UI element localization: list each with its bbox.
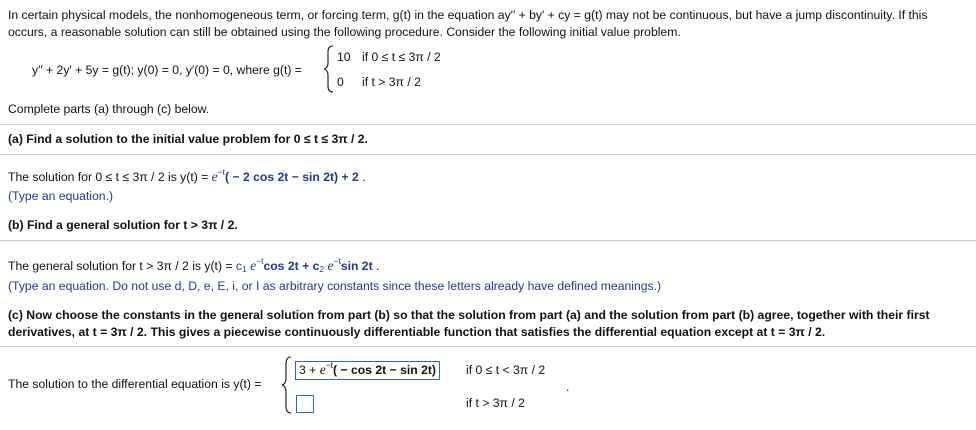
part-b-term2: sin 2t bbox=[340, 259, 373, 273]
part-a-answer bbox=[211, 167, 363, 184]
part-a-answer-body: ( − 2 cos 2t − sin 2t) + 2 bbox=[225, 170, 359, 184]
part-c-question: (c) Now choose the constants in the general solution from part (b) so that the solution from part (a) and the solution from part (b) agree, together with their first derivatives, at t = 3π / 2. This gives a piecewise continuously differentiable function that satisfies the differential equation except at t = 3π / 2. bbox=[8, 308, 930, 339]
part-c-answer1-exponent: −t bbox=[325, 360, 334, 370]
piecewise-brace-icon bbox=[323, 44, 335, 94]
part-a-answer-e: e bbox=[211, 169, 218, 184]
divider bbox=[0, 154, 976, 155]
part-a-question: (a) Find a solution to the initial value problem for 0 ≤ t ≤ 3π / 2. bbox=[8, 132, 368, 146]
part-c-answer1-e: e bbox=[319, 362, 326, 377]
divider bbox=[0, 240, 976, 241]
intro-text: In certain physical models, the nonhomogeneous term, or forcing term, g(t) in the equation ay′′ + by′ + cy = g(t) may not be continuous, but have a jump discontinuity. If this occurs, a reasonable solution can still be obtained using the following procedure. Consider the following initial value problem. bbox=[8, 8, 928, 39]
piecewise-brace-icon bbox=[281, 355, 293, 415]
part-a-prompt: The solution for 0 ≤ t ≤ 3π / 2 is y(t) = bbox=[8, 170, 209, 184]
part-a-hint: (Type an equation.) bbox=[8, 189, 114, 203]
part-c-condition-2: if t > 3π / 2 bbox=[466, 396, 525, 410]
part-b-c1-subscript: 1 bbox=[242, 264, 247, 274]
part-c-answer-field-2[interactable] bbox=[296, 395, 314, 413]
part-b-hint: (Type an equation. Do not use d, D, e, E, i, or I as arbitrary constants since these letters already have defined meanings.) bbox=[8, 279, 662, 293]
part-c-answer1-constant: 3 + bbox=[299, 363, 317, 377]
part-b-exponent2: −t bbox=[333, 256, 341, 266]
part-b-e: e bbox=[250, 258, 257, 273]
g-case1-value: 10 bbox=[337, 50, 351, 64]
part-c-answer1-body: ( − cos 2t − sin 2t) bbox=[333, 363, 436, 377]
part-c-prompt: The solution to the differential equation is y(t) = bbox=[8, 377, 262, 391]
part-b-answer-line: The general solution for t > 3π / 2 is $y(t) = c_1$ $e^{-t}\cos$ $2t + c_2$ $e^{-t}\sin$ 2t . bbox=[8, 256, 380, 274]
part-b-term1: cos 2t + c bbox=[263, 259, 320, 273]
instruction-text: Complete parts (a) through (c) below. bbox=[8, 102, 210, 116]
divider bbox=[0, 346, 976, 347]
part-c-answer-field-1[interactable] bbox=[295, 361, 440, 380]
g-case1-condition: if 0 ≤ t ≤ 3π / 2 bbox=[362, 50, 441, 64]
part-b-prompt: The general solution for t > 3π / 2 is y(t) = bbox=[8, 259, 233, 273]
g-case2-condition: if t > 3π / 2 bbox=[362, 75, 421, 89]
part-c-condition-1: if 0 ≤ t < 3π / 2 bbox=[466, 363, 546, 377]
trailing-period: . bbox=[566, 380, 570, 394]
part-b-answer bbox=[235, 256, 376, 274]
part-b-question: (b) Find a general solution for t > 3π / 2. bbox=[8, 218, 238, 232]
g-case2-value: 0 bbox=[337, 75, 344, 89]
part-a-answer-exponent: −t bbox=[217, 167, 225, 177]
part-b-e2: e bbox=[327, 258, 334, 273]
divider bbox=[0, 124, 976, 125]
part-b-c2-subscript: 2 bbox=[319, 264, 325, 274]
part-b-c1: c bbox=[235, 259, 242, 273]
ivp-equation: y′′ + 2y′ + 5y = g(t); y(0) = 0, y′(0) = 0, where g(t) = bbox=[32, 63, 302, 77]
part-a-answer-line: The solution for 0 ≤ t ≤ 3π / 2 is $y(t) = e^{-t}( - 2$ cos 2t − sin 2t) + 2 . bbox=[8, 167, 366, 184]
part-b-exponent: −t bbox=[256, 256, 264, 266]
